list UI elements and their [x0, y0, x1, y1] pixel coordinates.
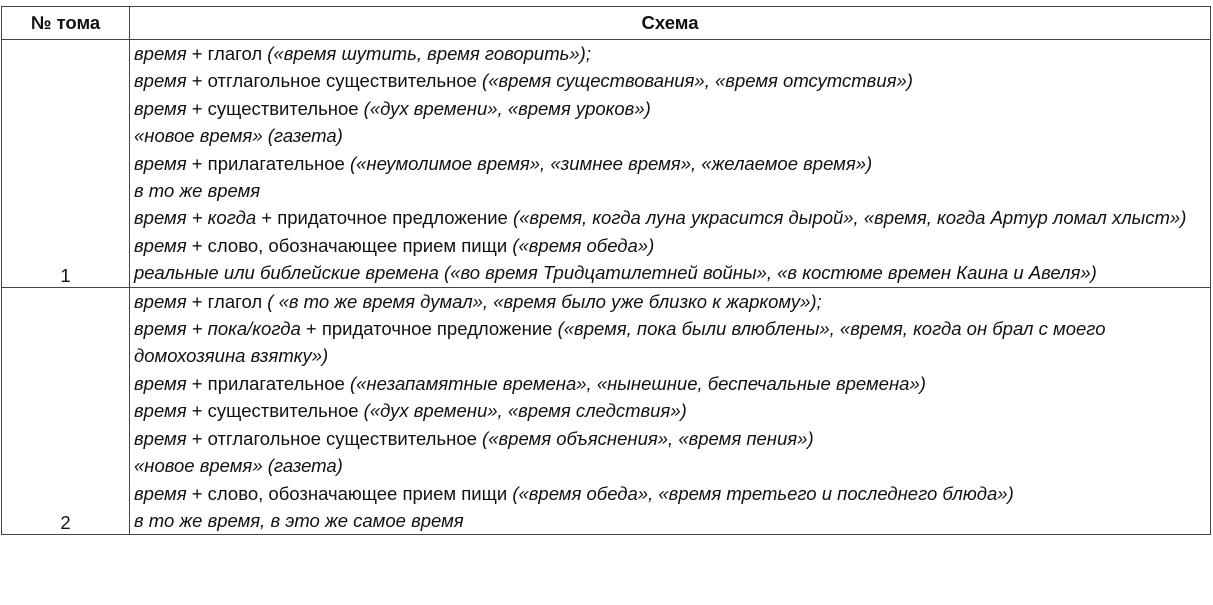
- scheme-text: время: [134, 97, 187, 119]
- scheme-text: («дух времени», «время уроков»): [363, 97, 651, 119]
- scheme-text: («время обеда»): [512, 234, 655, 256]
- scheme-line: [134, 370, 1206, 397]
- scheme-text: время + когда: [134, 207, 257, 229]
- scheme-text: время: [134, 70, 187, 92]
- scheme-text: («время, пока были влюблены», «время, когда он брал с моего домохозяина взятку»): [134, 318, 1106, 367]
- scheme-text: время: [134, 234, 187, 256]
- scheme-line: [134, 232, 1206, 259]
- scheme-text: в то же время, в это же самое время: [134, 509, 464, 531]
- scheme-text: + придаточное предложение: [300, 318, 558, 340]
- scheme-text: («время обеда», «время третьего и последнего блюда»): [512, 482, 1014, 504]
- scheme-text: + существительное: [186, 97, 364, 119]
- scheme-text: + отглагольное существительное: [186, 70, 483, 92]
- scheme-line: [134, 150, 1206, 177]
- scheme-text: время: [134, 372, 187, 394]
- scheme-line: [134, 95, 1206, 122]
- scheme-text: + отглагольное существительное: [186, 427, 483, 449]
- scheme-line: [134, 425, 1206, 452]
- scheme-text: время: [134, 152, 187, 174]
- header-scheme: Схема: [130, 7, 1211, 40]
- scheme-text: время: [134, 427, 187, 449]
- scheme-line: [134, 507, 1206, 534]
- scheme-text: время + пока/когда: [134, 318, 301, 340]
- scheme-line: [134, 288, 1206, 315]
- scheme-text: время: [134, 400, 187, 422]
- scheme-text: в то же время: [134, 180, 261, 202]
- scheme-cell: [130, 287, 1211, 535]
- table-row: [2, 40, 1211, 288]
- scheme-text: + существительное: [186, 400, 364, 422]
- table-row: [2, 287, 1211, 535]
- scheme-text: «новое время» (газета): [134, 125, 343, 147]
- volume-cell: 2: [2, 287, 130, 535]
- scheme-line: [134, 122, 1206, 149]
- scheme-text: («время существования», «время отсутствия»): [482, 70, 913, 92]
- schema-table: [1, 6, 1211, 535]
- scheme-line: [134, 204, 1206, 231]
- scheme-text: («время, когда луна украсится дырой», «время, когда Артур ломал хлыст»): [512, 207, 1187, 229]
- scheme-text: ( «в то же время думал», «время было уже близко к жаркому»);: [267, 290, 822, 312]
- scheme-text: время: [134, 290, 187, 312]
- scheme-line: [134, 397, 1206, 424]
- scheme-line: [134, 259, 1206, 286]
- scheme-text: время: [134, 482, 187, 504]
- scheme-text: + придаточное предложение: [256, 207, 513, 229]
- scheme-cell: [130, 40, 1211, 288]
- scheme-text: реальные или библейские времена («во время Тридцатилетней войны», «в костюме времен Каина и Авеля»): [134, 262, 1097, 284]
- scheme-text: + глагол: [186, 290, 268, 312]
- volume-cell: 1: [2, 40, 130, 288]
- header-volume: № тома: [2, 7, 130, 40]
- header-row: [2, 7, 1211, 40]
- scheme-text: + глагол: [186, 43, 268, 64]
- scheme-line: [134, 480, 1206, 507]
- scheme-text: («неумолимое время», «зимнее время», «желаемое время»): [349, 152, 873, 174]
- scheme-text: + слово, обозначающее прием пищи: [186, 234, 513, 256]
- scheme-text: + прилагательное: [186, 372, 350, 394]
- scheme-text: («дух времени», «время следствия»): [363, 400, 687, 422]
- scheme-text: («время шутить, время говорить»);: [267, 43, 591, 64]
- scheme-text: («время объяснения», «время пения»): [482, 427, 814, 449]
- scheme-text: «новое время» (газета): [134, 455, 343, 477]
- scheme-line: [134, 40, 1206, 67]
- scheme-text: время: [134, 43, 187, 64]
- scheme-line: [134, 315, 1206, 370]
- scheme-text: + прилагательное: [186, 152, 350, 174]
- scheme-line: [134, 177, 1206, 204]
- scheme-text: + слово, обозначающее прием пищи: [186, 482, 513, 504]
- scheme-text: («незапамятные времена», «нынешние, беспечальные времена»): [349, 372, 926, 394]
- scheme-line: [134, 452, 1206, 479]
- scheme-line: [134, 67, 1206, 94]
